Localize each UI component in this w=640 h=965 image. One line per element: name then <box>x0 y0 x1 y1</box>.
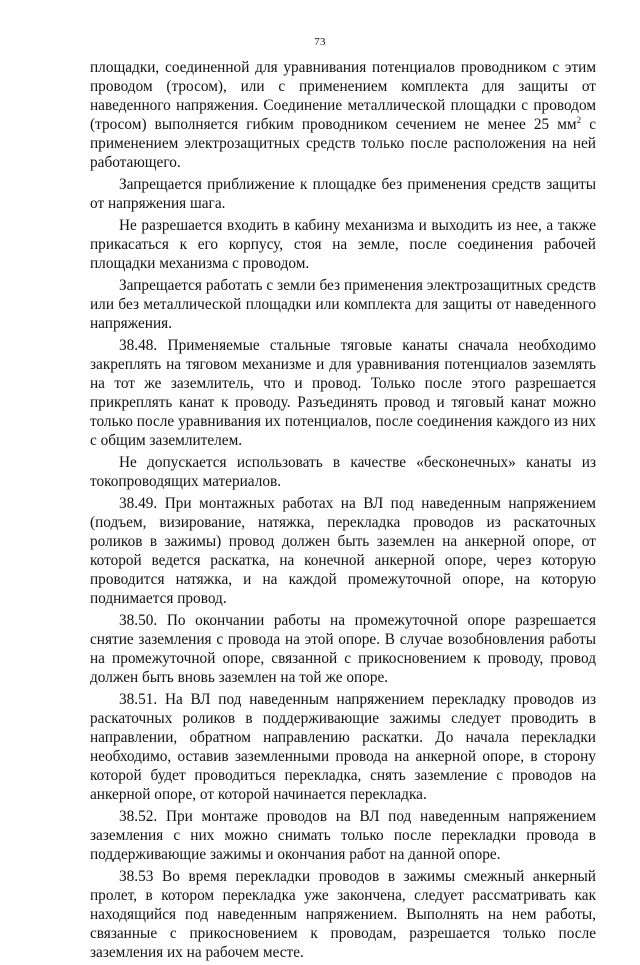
paragraph-38-50: 38.50. По окончании работы на промежуточной опоре разрешается снятие заземления с провода на этой опоре. В случае возобновления работы на промежуточной опоре, связанной с прикосновением к проводу, провод должен быть вновь заземлен на той же опоре. <box>90 612 596 686</box>
paragraph-38-53: 38.53 Во время перекладки проводов в зажимы смежный анкерный пролет, в котором перекладка уже закончена, следует рассматривать как находящийся под наведенным напряжением. Выполнять на нем работы, связанные с прикосновением к проводам, разрешается только после заземления их на рабочем месте. <box>90 868 596 961</box>
paragraph-text-tail: с применением электрозащитных средств только после расположения на ней работающего. <box>90 116 596 171</box>
paragraph-38-52: 38.52. При монтаже проводов на ВЛ под наведенным напряжением заземления с них можно снимать только после перекладки провода в поддерживающие зажимы и окончания работ на данной опоре. <box>90 808 596 863</box>
page-number: 73 <box>314 36 326 48</box>
paragraph: Не разрешается входить в кабину механизма и выходить из нее, а также прикасаться к его корпусу, стоя на земле, после соединения рабочей площадки механизма с проводом. <box>90 217 596 272</box>
paragraph-38-49: 38.49. При монтажных работах на ВЛ под наведенным напряжением (подъем, визирование, натяжка, перекладка проводов из раскаточных роликов в зажимы) провод должен быть заземлен на анкерной опоре, от которой ведется раскатка, на конечной анкерной опоре, через которую проводится натяжка, и на каждой промежуточной опоре, на которую поднимается провод. <box>90 495 596 607</box>
paragraph: Запрещается работать с земли без применения электрозащитных средств или без металлической площадки или комплекта для защиты от наведенного напряжения. <box>90 277 596 332</box>
paragraph: Запрещается приближение к площадке без применения средств защиты от напряжения шага. <box>90 176 596 212</box>
document-body <box>90 58 596 965</box>
paragraph-38-48: 38.48. Применяемые стальные тяговые канаты сначала необходимо закреплять на тяговом механизме и для уравнивания потенциалов заземлять на тот же заземлитель, что и провод. Только после этого разрешается прикреплять канат к проводу. Разъединять провод и тяговый канат можно только после уравнивания их потенциалов, после соединения каждого из них с общим заземлителем. <box>90 337 596 449</box>
paragraph-text: площадки, соединенной для уравнивания потенциалов проводником с этим проводом (тросом), или с применением комплекта для защиты от наведенного напряжения. Соединение металлической площадки с проводом (тросом) выполняется гибким проводником сечением не менее 25 мм <box>90 59 596 133</box>
paragraph: Не допускается использовать в качестве «бесконечных» канаты из токопроводящих материалов. <box>90 454 596 490</box>
superscript-2: 2 <box>576 114 582 125</box>
paragraph-38-51: 38.51. На ВЛ под наведенным напряжением перекладку проводов из раскаточных роликов в поддерживающие зажимы следует проводить в направлении, обратном направлению раскатки. До начала перекладки необходимо, оставив заземленными провода на анкерной опоре, в сторону которой будет проводиться перекладка, снять заземление с проводов на анкерной опоре, от которой начинается перекладка. <box>90 691 596 803</box>
paragraph-continuation <box>90 58 596 172</box>
